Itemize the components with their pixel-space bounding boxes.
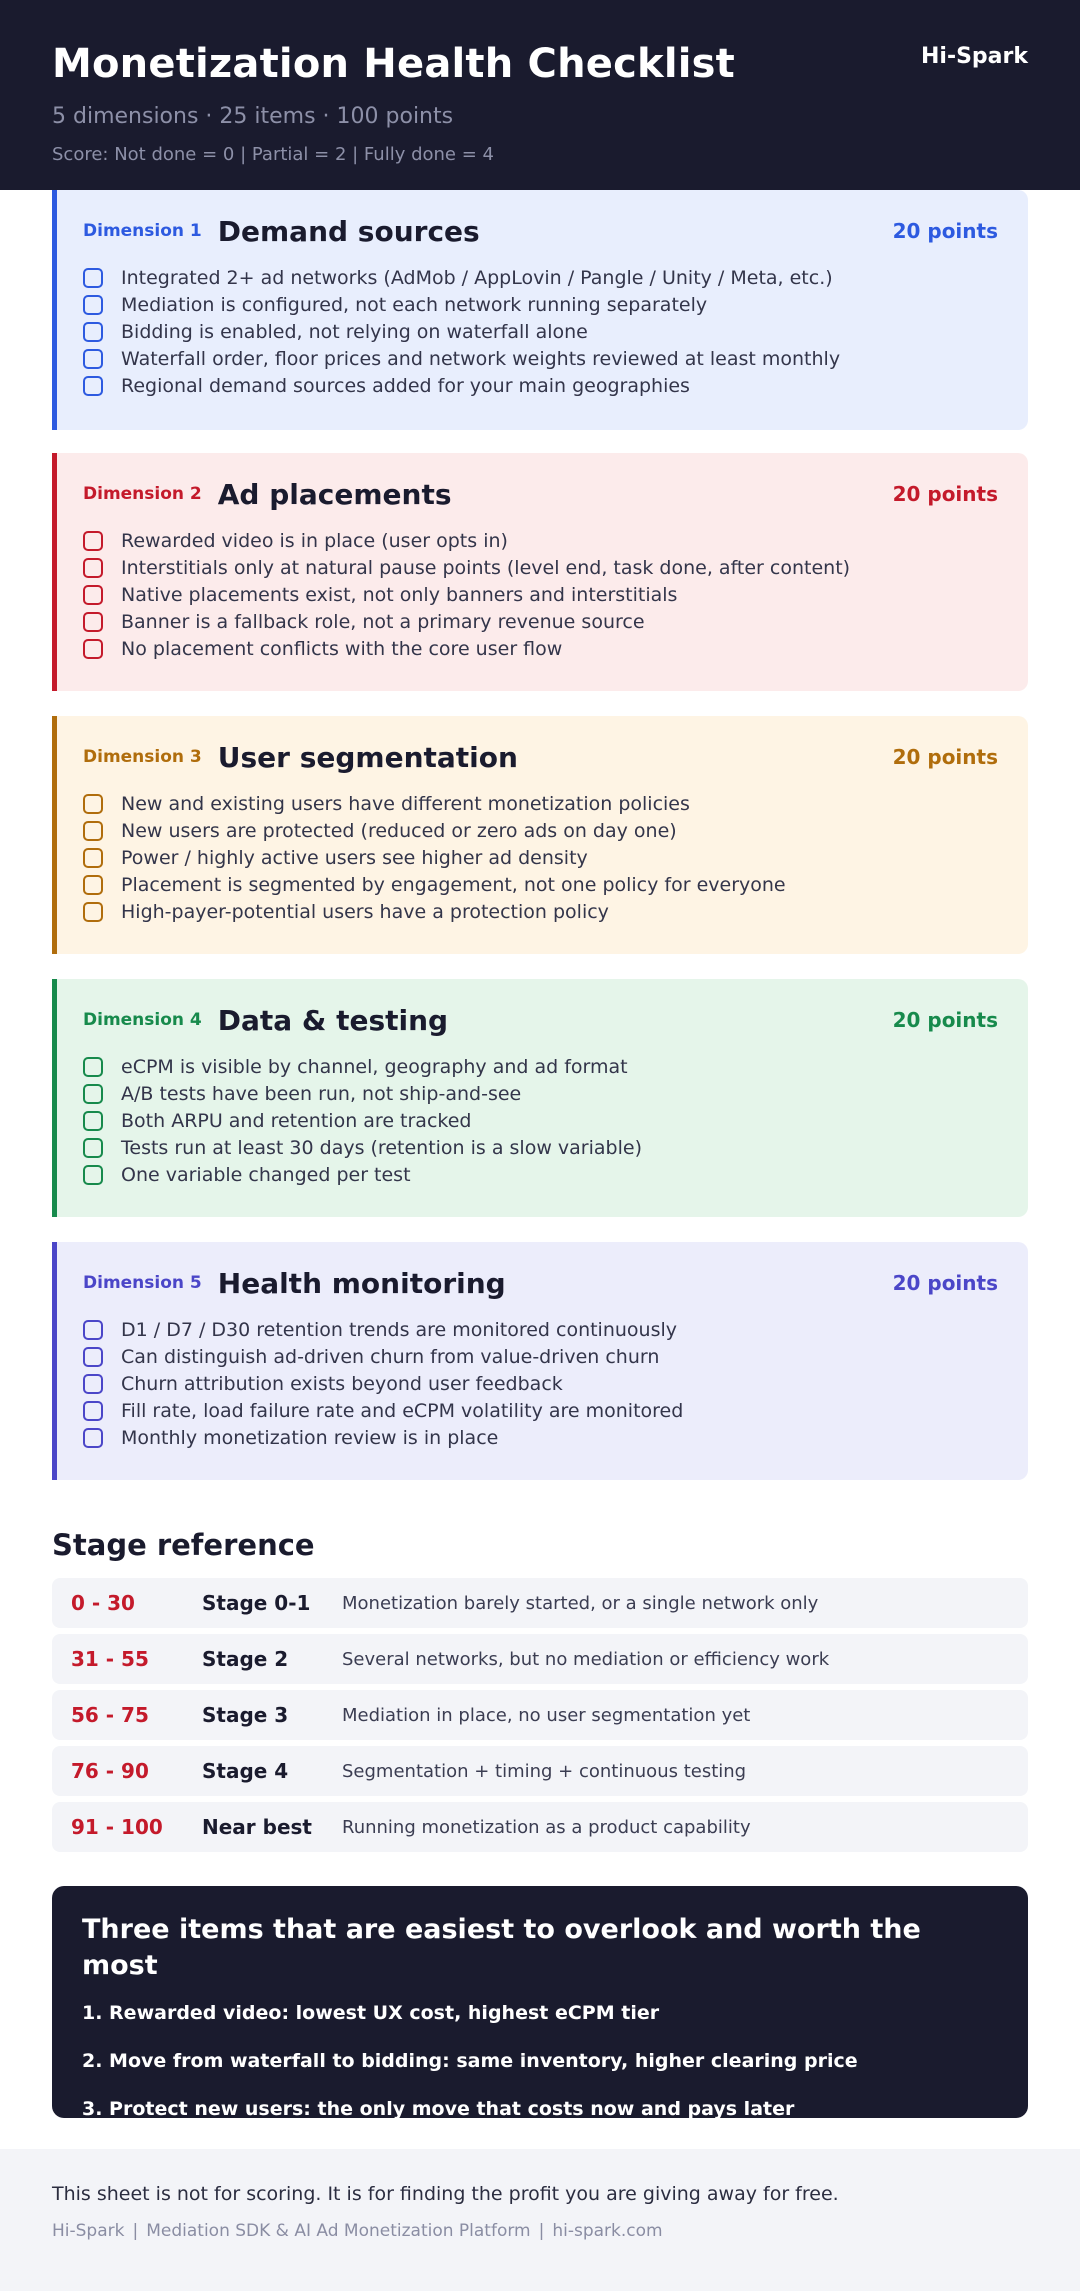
checklist-item (83, 844, 998, 871)
checkbox[interactable] (83, 1401, 103, 1421)
checklist-item-label: Integrated 2+ ad networks (AdMob / AppLovin / Pangle / Unity / Meta, etc.) (121, 266, 833, 289)
dimension-points: 20 points (892, 482, 998, 506)
dimension-label: Dimension 2 (83, 484, 202, 504)
checklist-item (83, 1424, 998, 1451)
stage-range: 91 - 100 (71, 1815, 163, 1839)
checkbox[interactable] (83, 821, 103, 841)
footer-note: This sheet is not for scoring. It is for finding the profit you are giving away for free. (52, 2183, 839, 2205)
checkbox[interactable] (83, 612, 103, 632)
checklist-item (83, 1316, 998, 1343)
dimension-card-ad-placements (52, 453, 1028, 691)
checklist-item (83, 635, 998, 662)
checklist-item (83, 1107, 998, 1134)
dimension-label: Dimension 1 (83, 221, 202, 241)
checkbox[interactable] (83, 1084, 103, 1104)
checkbox[interactable] (83, 794, 103, 814)
dimension-title: Ad placements (217, 477, 452, 511)
key-tips-panel (52, 1886, 1028, 2118)
tip-item: 2. Move from waterfall to bidding: same inventory, higher clearing price (82, 2050, 858, 2072)
checklist-item-label: Placement is segmented by engagement, not one policy for everyone (121, 873, 786, 896)
checkbox[interactable] (83, 1057, 103, 1077)
dimension-points: 20 points (892, 1008, 998, 1032)
separator: | (538, 2221, 545, 2241)
checklist-item-label: Tests run at least 30 days (retention is a slow variable) (121, 1136, 642, 1159)
footer-brand-line (52, 2219, 1028, 2243)
header (0, 0, 1080, 190)
checkbox[interactable] (83, 1111, 103, 1131)
checklist-item (83, 1397, 998, 1424)
checkbox[interactable] (83, 875, 103, 895)
dimension-points: 20 points (892, 219, 998, 243)
checklist-item (83, 318, 998, 345)
checklist-item (83, 581, 998, 608)
checklist-item (83, 554, 998, 581)
footer-site-link[interactable]: hi-spark.com (552, 2221, 663, 2241)
checklist-item-label: Native placements exist, not only banners and interstitials (121, 583, 678, 606)
checklist-item (83, 264, 998, 291)
checklist-item (83, 608, 998, 635)
stage-row (52, 1802, 1028, 1852)
tip-item: 1. Rewarded video: lowest UX cost, highest eCPM tier (82, 2002, 660, 2024)
checkbox[interactable] (83, 639, 103, 659)
footer (0, 2149, 1080, 2291)
checklist-item-label: New users are protected (reduced or zero ads on day one) (121, 819, 677, 842)
stage-row (52, 1578, 1028, 1628)
brand-logo: Hi-Spark (920, 44, 1028, 69)
dimension-card-health-monitoring (52, 1242, 1028, 1480)
checklist-item (83, 898, 998, 925)
checkbox[interactable] (83, 376, 103, 396)
stage-description: Running monetization as a product capability (342, 1816, 751, 1838)
dimension-card-user-segmentation (52, 716, 1028, 954)
checklist-item-label: Monthly monetization review is in place (121, 1426, 499, 1449)
checkbox[interactable] (83, 349, 103, 369)
footer-brand: Hi-Spark (52, 2221, 125, 2241)
separator: | (132, 2221, 139, 2241)
checkbox[interactable] (83, 558, 103, 578)
dimension-title: Data & testing (217, 1003, 449, 1037)
dimension-card-demand-sources (52, 190, 1028, 430)
checklist-item-label: Churn attribution exists beyond user feedback (121, 1372, 563, 1395)
dimension-card-data-testing (52, 979, 1028, 1217)
checkbox[interactable] (83, 585, 103, 605)
checklist-item (83, 527, 998, 554)
checkbox[interactable] (83, 1138, 103, 1158)
dimension-title: Health monitoring (217, 1266, 506, 1300)
checkbox[interactable] (83, 1374, 103, 1394)
checklist-item (83, 790, 998, 817)
stage-reference-title: Stage reference (52, 1528, 315, 1562)
tips-title: Three items that are easiest to overlook and worth the most (82, 1914, 921, 1981)
page-title: Monetization Health Checklist (52, 41, 735, 87)
dimension-label: Dimension 4 (83, 1010, 202, 1030)
stage-name: Near best (202, 1815, 312, 1839)
checkbox[interactable] (83, 848, 103, 868)
checkbox[interactable] (83, 1320, 103, 1340)
checklist-item-label: A/B tests have been run, not ship-and-see (121, 1082, 522, 1105)
stage-reference-table (52, 1578, 1028, 1858)
stage-description: Monetization barely started, or a single network only (342, 1592, 819, 1614)
checklist-item-label: Rewarded video is in place (user opts in) (121, 529, 508, 552)
stage-description: Segmentation + timing + continuous testing (342, 1760, 747, 1782)
checklist-item-label: Both ARPU and retention are tracked (121, 1109, 472, 1132)
stage-range: 0 - 30 (71, 1591, 135, 1615)
stage-name: Stage 4 (202, 1759, 289, 1783)
checklist-item-label: New and existing users have different monetization policies (121, 792, 690, 815)
checklist-item-label: Waterfall order, floor prices and network weights reviewed at least monthly (121, 347, 841, 370)
dimension-points: 20 points (892, 1271, 998, 1295)
checklist-item (83, 1080, 998, 1107)
checklist-item (83, 1161, 998, 1188)
checklist-item-label: Interstitials only at natural pause points (level end, task done, after content) (121, 556, 851, 579)
checkbox[interactable] (83, 295, 103, 315)
checklist-item-label: Can distinguish ad-driven churn from value-driven churn (121, 1345, 660, 1368)
stage-row (52, 1690, 1028, 1740)
checkbox[interactable] (83, 902, 103, 922)
checklist-item-label: Regional demand sources added for your main geographies (121, 374, 690, 397)
stage-range: 56 - 75 (71, 1703, 149, 1727)
checklist-item (83, 1370, 998, 1397)
checklist-item (83, 291, 998, 318)
tip-item: 3. Protect new users: the only move that costs now and pays later (82, 2098, 795, 2120)
checklist-item-label: High-payer-potential users have a protection policy (121, 900, 609, 923)
stage-range: 31 - 55 (71, 1647, 149, 1671)
dimension-title: Demand sources (217, 214, 480, 248)
stage-name: Stage 0-1 (202, 1591, 311, 1615)
checklist-item (83, 871, 998, 898)
checklist-item-label: No placement conflicts with the core user flow (121, 637, 563, 660)
checklist-item-label: Mediation is configured, not each network running separately (121, 293, 708, 316)
checklist-item (83, 1343, 998, 1370)
checklist-item-label: D1 / D7 / D30 retention trends are monitored continuously (121, 1318, 678, 1341)
checklist-item-label: One variable changed per test (121, 1163, 411, 1186)
footer-tagline: Mediation SDK & AI Ad Monetization Platform (146, 2221, 531, 2241)
dimension-title: User segmentation (217, 740, 518, 774)
stage-row (52, 1634, 1028, 1684)
checkbox[interactable] (83, 531, 103, 551)
checkbox[interactable] (83, 322, 103, 342)
page-subtitle: 5 dimensions · 25 items · 100 points (52, 104, 454, 129)
checkbox[interactable] (83, 1165, 103, 1185)
checklist-item-label: Fill rate, load failure rate and eCPM volatility are monitored (121, 1399, 684, 1422)
checklist-item (83, 372, 998, 399)
checkbox[interactable] (83, 1428, 103, 1448)
checklist-item-label: eCPM is visible by channel, geography and ad format (121, 1055, 628, 1078)
dimension-points: 20 points (892, 745, 998, 769)
stage-description: Several networks, but no mediation or efficiency work (342, 1648, 830, 1670)
stage-row (52, 1746, 1028, 1796)
stage-description: Mediation in place, no user segmentation yet (342, 1704, 751, 1726)
checklist-item (83, 345, 998, 372)
checklist-item (83, 1134, 998, 1161)
checklist-item-label: Bidding is enabled, not relying on waterfall alone (121, 320, 588, 343)
stage-name: Stage 2 (202, 1647, 289, 1671)
dimension-label: Dimension 3 (83, 747, 202, 767)
stage-range: 76 - 90 (71, 1759, 149, 1783)
checkbox[interactable] (83, 1347, 103, 1367)
checklist-item-label: Banner is a fallback role, not a primary revenue source (121, 610, 645, 633)
checklist-item (83, 1053, 998, 1080)
checklist-item (83, 817, 998, 844)
dimension-label: Dimension 5 (83, 1273, 202, 1293)
checkbox[interactable] (83, 268, 103, 288)
scoring-legend: Score: Not done = 0 | Partial = 2 | Fully done = 4 (52, 144, 494, 165)
stage-name: Stage 3 (202, 1703, 289, 1727)
checklist-item-label: Power / highly active users see higher ad density (121, 846, 588, 869)
